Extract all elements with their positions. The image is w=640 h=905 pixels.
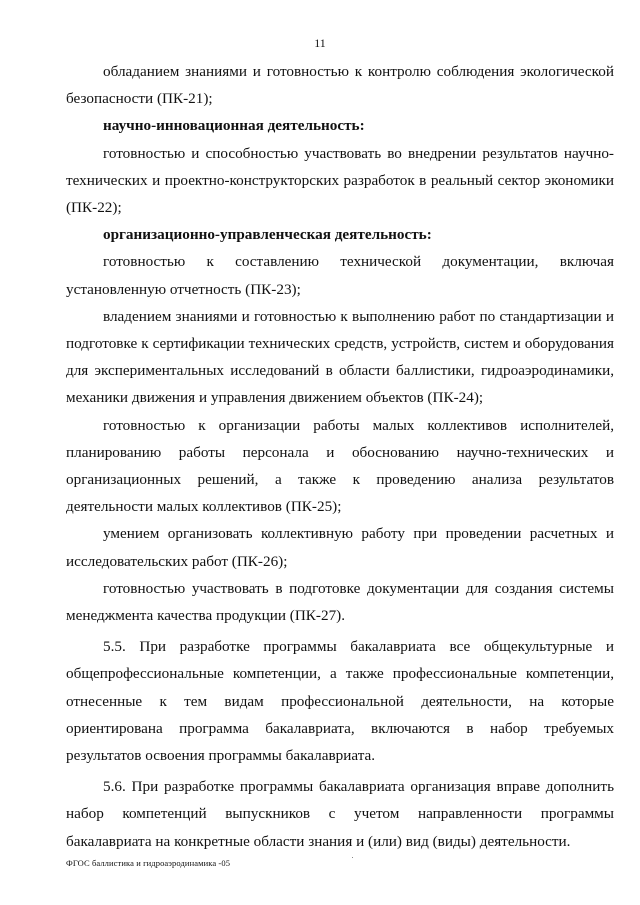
paragraph-pk27: готовностью участвовать в подготовке документации для создания системы менеджмента качества продукции (ПК-27).: [66, 579, 614, 625]
scan-speck: [352, 857, 353, 858]
paragraph-pk21: обладанием знаниями и готовностью к контролю соблюдения экологической безопасности (ПК-21);: [66, 63, 614, 108]
paragraph-pk23: готовностью к составлению технической документации, включая установленную отчетность (ПК-23);: [66, 253, 614, 298]
heading-organizational-management: организационно-управленческая деятельность:: [103, 226, 432, 244]
paragraph-pk25: готовностью к организации работы малых коллективов исполнителей, планированию работы персонала и обоснованию научно-технических и организационных решений, а также к проведению анализа результатов деятельности малых коллективов (ПК-25);: [66, 416, 614, 516]
paragraph-pk22: готовностью и способностью участвовать во внедрении результатов научно-технических и проектно-конструкторских разработок в реальный сектор экономики (ПК-22);: [66, 144, 614, 217]
paragraph-pk24: владением знаниями и готовностью к выполнению работ по стандартизации и подготовке к сертификации технических средств, устройств, систем и оборудования для экспериментальных исследований в области баллистики, гидроаэродинамики, механики движения и управления движением объектов (ПК-24);: [66, 307, 614, 407]
section-5-5: 5.5. При разработке программы бакалавриата все общекультурные и общепрофессиональные компетенции, а также профессиональные компетенции, отнесенные к тем видам профессиональной деятельности, на которые ориентирована программа бакалавриата, включаются в набор требуемых результатов освоения программы бакалавриата.: [66, 638, 614, 765]
document-body: [66, 58, 614, 855]
heading-research-innovation: научно-инновационная деятельность:: [103, 117, 365, 135]
footer-label: ФГОС баллистика и гидроаэродинамика -05: [66, 858, 231, 868]
page-number: 11: [314, 36, 326, 50]
section-5-6: 5.6. При разработке программы бакалавриата организация вправе дополнить набор компетенций выпускников с учетом направленности программы бакалавриата на конкретные области знания и (или) вид (виды) деятельности.: [66, 778, 614, 850]
paragraph-pk26: умением организовать коллективную работу при проведении расчетных и исследовательских работ (ПК-26);: [66, 525, 614, 570]
